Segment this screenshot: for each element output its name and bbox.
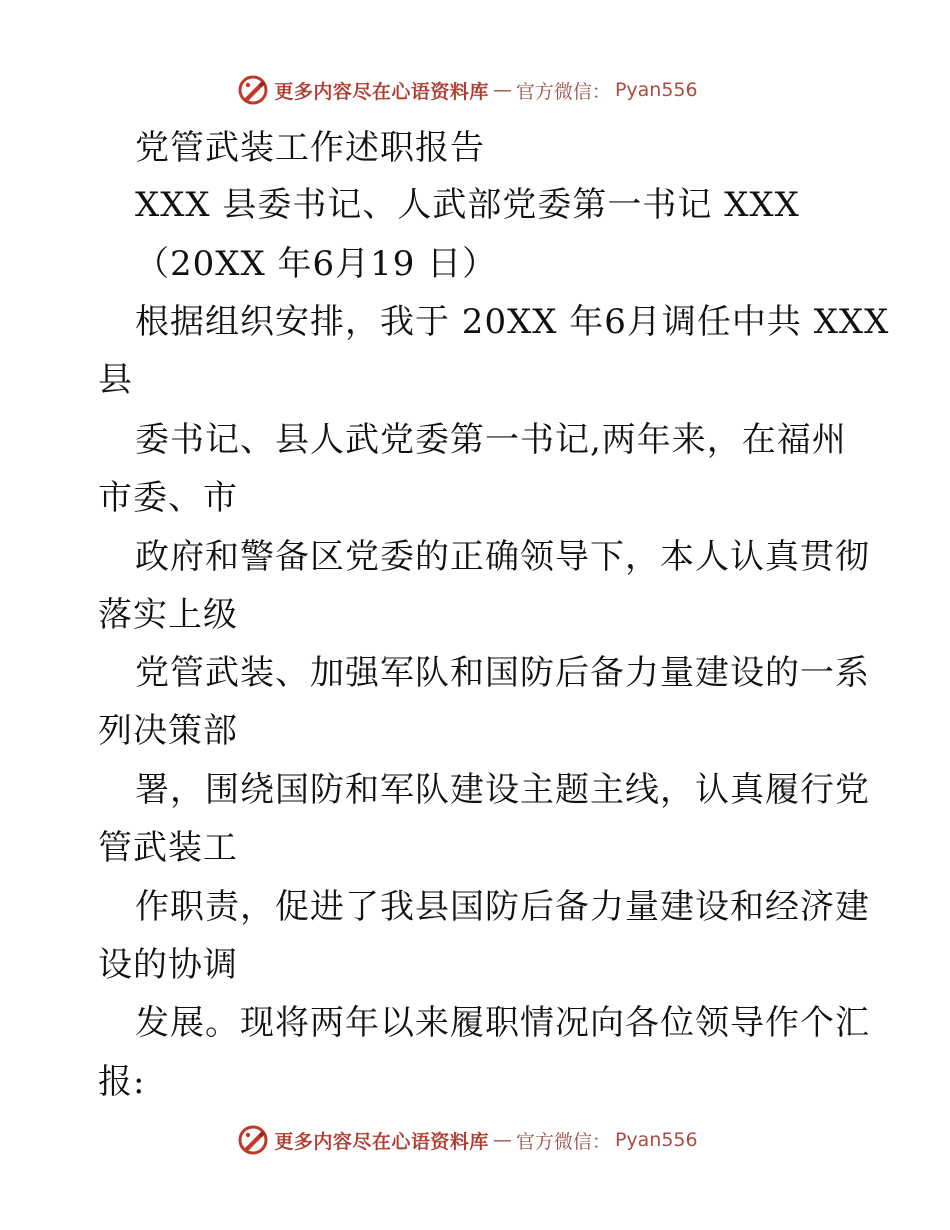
banner-text: 更多内容尽在心语资料库 xyxy=(274,1130,489,1153)
text-line: 报: xyxy=(98,1062,146,1102)
text-line: 署，围绕国防和军队建设主题主线，认真履行党 xyxy=(135,770,870,810)
header-banner xyxy=(0,70,950,110)
pen-swirl-logo-icon xyxy=(236,73,270,107)
text-line: 根据组织安排，我于 20XX 年6月调任中共 XXX xyxy=(135,302,890,342)
text-line: 发展。现将两年以来履职情况向各位领导作个汇 xyxy=(135,1003,870,1043)
banner-dash: — xyxy=(492,79,512,101)
text-line: 委书记、县人武党委第一书记,两年来，在福州 xyxy=(135,420,847,460)
text-line: 市委、市 xyxy=(98,478,238,518)
pen-swirl-logo-icon xyxy=(236,1123,270,1157)
footer-banner xyxy=(0,1120,950,1160)
banner-wechat-label: 官方微信： xyxy=(515,80,611,103)
text-line: 设的协调 xyxy=(98,945,238,985)
text-line: 党管武装、加强军队和国防后备力量建设的一系 xyxy=(135,653,870,693)
banner-wechat-label: 官方微信： xyxy=(515,1130,611,1153)
text-line: 政府和警备区党委的正确领导下，本人认真贯彻 xyxy=(135,537,870,577)
date-line: （20XX 年6月19 日） xyxy=(135,244,498,284)
document-title: 党管武装工作述职报告 xyxy=(135,128,485,168)
text-line: 落实上级 xyxy=(98,595,238,635)
banner-text: 更多内容尽在心语资料库 xyxy=(274,80,489,103)
text-line: 县 xyxy=(98,360,133,400)
header-banner-content xyxy=(236,73,697,107)
text-line: 作职责，促进了我县国防后备力量建设和经济建 xyxy=(135,887,870,927)
author-line: XXX 县委书记、人武部党委第一书记 XXX xyxy=(135,185,800,225)
banner-wechat-id: Pyan556 xyxy=(614,1129,698,1151)
footer-banner-content xyxy=(236,1123,697,1157)
banner-dash: — xyxy=(492,1129,512,1151)
banner-wechat-id: Pyan556 xyxy=(614,79,698,101)
text-line: 列决策部 xyxy=(98,711,238,751)
text-line: 管武装工 xyxy=(98,828,238,868)
